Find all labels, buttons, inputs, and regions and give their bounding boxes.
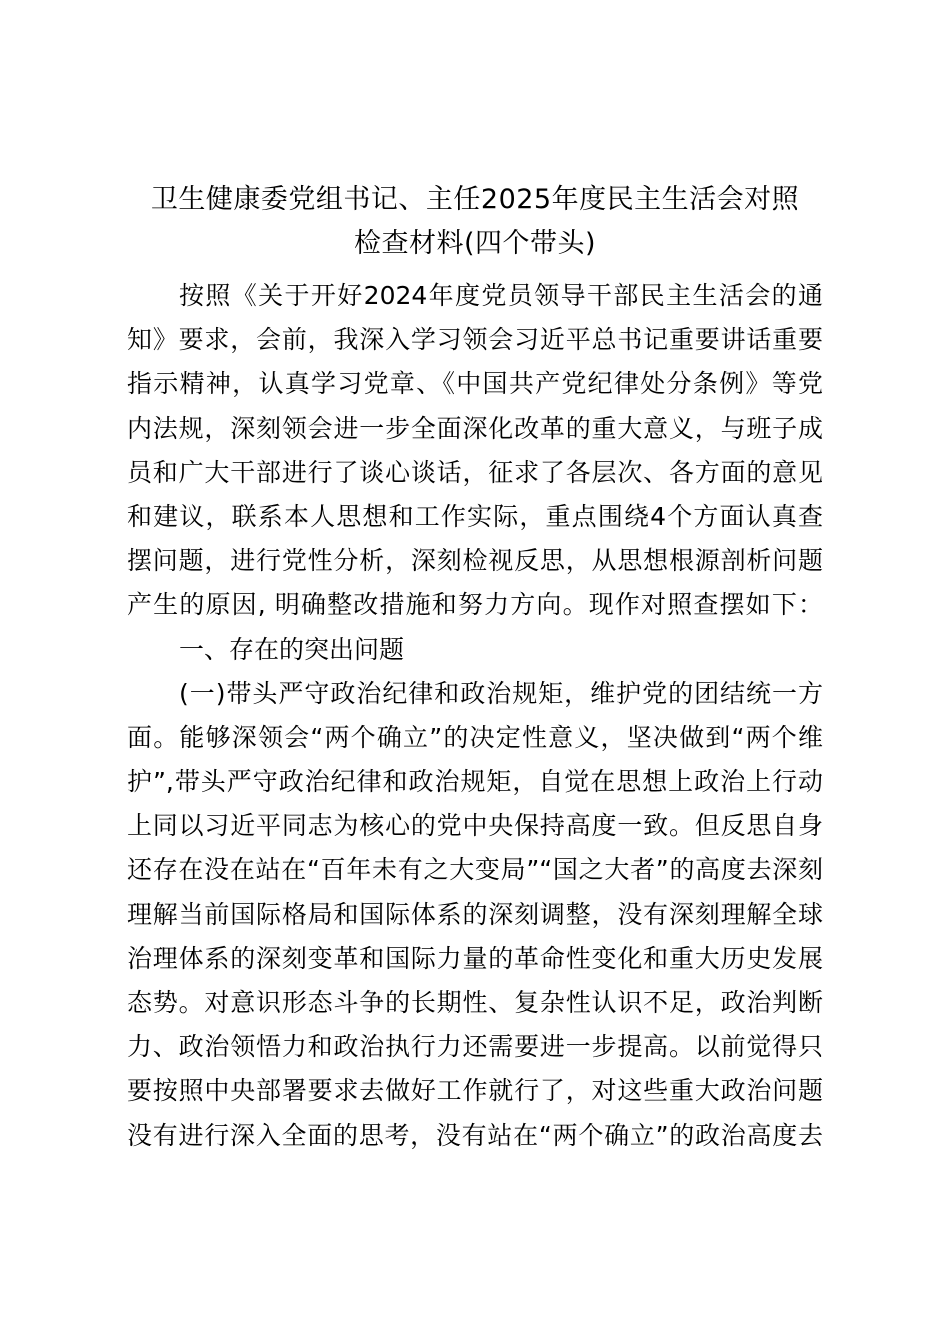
text-line: 和建议，联系本人思想和工作实际，重点围绕4个方面认真查 [127,501,823,531]
text-line: (一)带头严守政治纪律和政治规矩，维护党的团结统一方 [179,678,823,708]
text-line: 内法规，深刻领会进一步全面深化改革的重大意义，与班子成 [127,413,823,443]
title-line: 检查材料(四个带头) [353,228,597,259]
text-line: 上同以习近平同志为核心的党中央保持高度一致。但反思自身 [127,811,823,841]
text-line: 力、政治领悟力和政治执行力还需要进一步提高。以前觉得只 [127,1032,823,1062]
document-title [127,178,823,266]
text-line: 产生的原因, 明确整改措施和努力方向。现作对照查摆如下： [127,590,823,620]
text-line: 护”,带头严守政治纪律和政治规矩，自觉在思想上政治上行动 [127,767,823,797]
text-line: 按照《关于开好2024年度党员领导干部民主生活会的通 [179,281,823,310]
text-line: 还存在没在站在“百年未有之大变局”“国之大者”的高度去深刻 [127,855,823,885]
subsection-paragraph [127,672,823,1158]
text-line: 要按照中央部署要求去做好工作就行了，对这些重大政治问题 [127,1076,823,1106]
text-line: 知》要求，会前，我深入学习领会习近平总书记重要讲话重要 [127,325,823,355]
title-line: 卫生健康委党组书记、主任2025年度民主生活会对照 [150,184,800,215]
document-body [127,274,823,1158]
section-heading-text: 一、存在的突出问题 [179,634,405,664]
text-line: 摆问题，进行党性分析，深刻检视反思，从思想根源剖析问题 [127,546,823,576]
text-line: 面。能够深领会“两个确立”的决定性意义，坚决做到“两个维 [127,722,823,752]
section-heading [127,628,823,672]
text-line: 治理体系的深刻变革和国际力量的革命性变化和重大历史发展 [127,943,823,973]
text-line: 指示精神，认真学习党章、《中国共产党纪律处分条例》等党 [127,369,823,399]
text-line: 理解当前国际格局和国际体系的深刻调整，没有深刻理解全球 [127,899,823,929]
text-line: 没有进行深入全面的思考，没有站在“两个确立”的政治高度去 [127,1120,823,1150]
document-page [127,178,823,1158]
text-line: 态势。对意识形态斗争的长期性、复杂性认识不足，政治判断 [127,988,823,1017]
intro-paragraph [127,274,823,628]
text-line: 员和广大干部进行了谈心谈话，征求了各层次、各方面的意见 [127,457,823,487]
